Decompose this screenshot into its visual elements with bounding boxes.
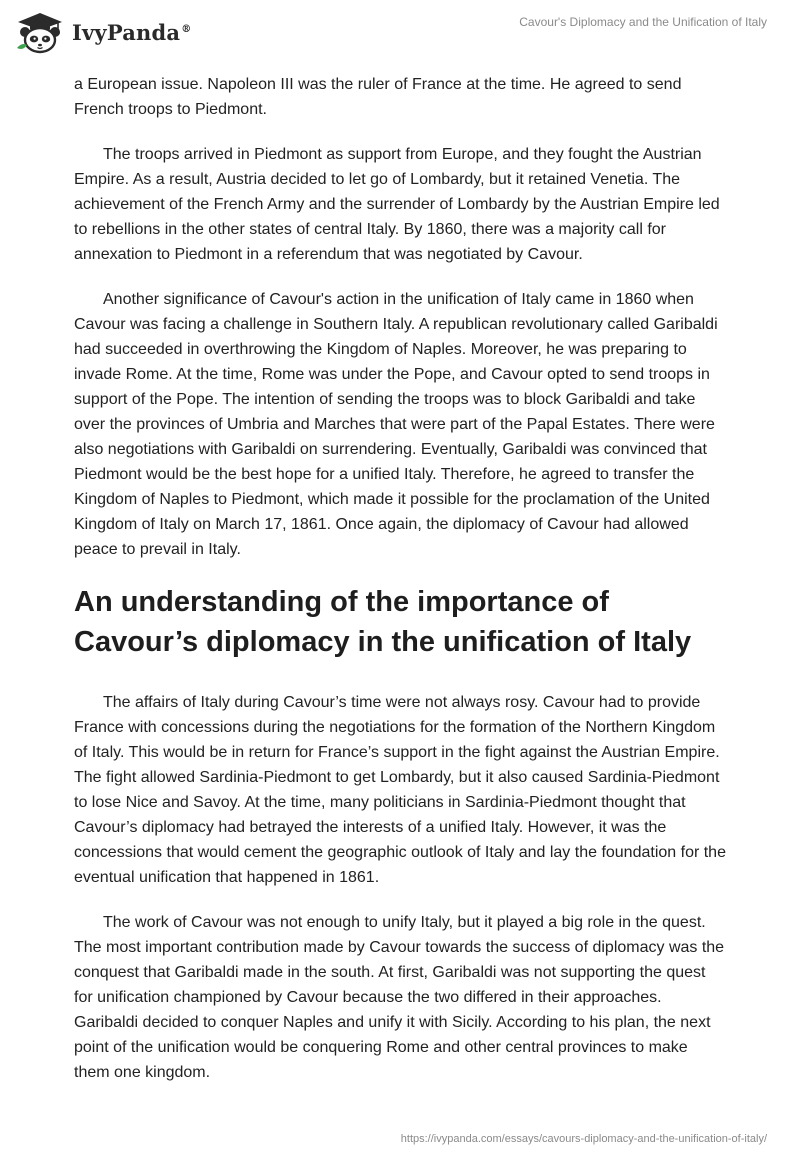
panda-graduate-icon	[14, 10, 64, 54]
section-heading: An understanding of the importance of Cavour’s diplomacy in the unification of Italy	[74, 586, 692, 658]
site-logo[interactable]	[14, 10, 191, 54]
paragraph: The troops arrived in Piedmont as support from Europe, and they fought the Austrian Empire. As a result, Austria decided to let go of Lombardy, but it retained Venetia. The achievement of the French Army and the surrender of Lombardy by the Austrian Empire led to rebellions in the other states of central Italy. By 1860, there was a majority call for annexation to Piedmont in a referendum that was negotiated by Cavour.	[74, 146, 720, 263]
paragraph: The affairs of Italy during Cavour’s time were not always rosy. Cavour had to provide France with concessions during the negotiations for the formation of the Northern Kingdom of Italy. This would be in return for France’s support in the fight against the Austrian Empire. The fight allowed Sardinia-Piedmont to get Lombardy, but it also caused Sardinia-Piedmont to lose Nice and Savoy. At the time, many politicians in Sardinia-Piedmont thought that Cavour’s diplomacy had betrayed the interests of a unified Italy. However, it was the concessions that would cement the geographic outlook of Italy and lay the foundation for the eventual unification that happened in 1861.	[74, 694, 726, 886]
paragraph: The work of Cavour was not enough to unify Italy, but it played a big role in the quest. The most important contribution made by Cavour towards the success of diplomacy was the conquest that Garibaldi made in the south. At first, Garibaldi was not supporting the quest for unification championed by Cavour because the two differed in their approaches. Garibaldi decided to conquer Naples and unify it with Sicily. According to his plan, the next point of the unification would be conquering Rome and other central provinces to make them one kingdom.	[74, 914, 725, 1081]
page-header	[0, 0, 800, 70]
source-url[interactable]: https://ivypanda.com/essays/cavours-diplomacy-and-the-unification-of-italy/	[400, 1133, 767, 1145]
paragraph: a European issue. Napoleon III was the ruler of France at the time. He agreed to send French troops to Piedmont.	[74, 76, 682, 118]
running-title: Cavour's Diplomacy and the Unification of Italy	[519, 15, 767, 29]
brand-name: IvyPanda®	[72, 19, 192, 45]
paragraph: Another significance of Cavour's action in the unification of Italy came in 1860 when Cavour was facing a challenge in Southern Italy. A republican revolutionary called Garibaldi had succeeded in overthrowing the Kingdom of Naples. Moreover, he was preparing to invade Rome. At the time, Rome was under the Pope, and Cavour opted to send troops in support of the Pope. The intention of sending the troops was to block Garibaldi and take over the provinces of Umbria and Marches that were part of the Papal Estates. There were also negotiations with Garibaldi on surrendering. Eventually, Garibaldi was convinced that Piedmont would be the best hope for a unified Italy. Therefore, he agreed to transfer the Kingdom of Naples to Piedmont, which made it possible for the proclamation of the United Kingdom of Italy on March 17, 1861. Once again, the diplomacy of Cavour had allowed peace to prevail in Italy.	[74, 291, 718, 558]
essay-body	[74, 72, 726, 1105]
